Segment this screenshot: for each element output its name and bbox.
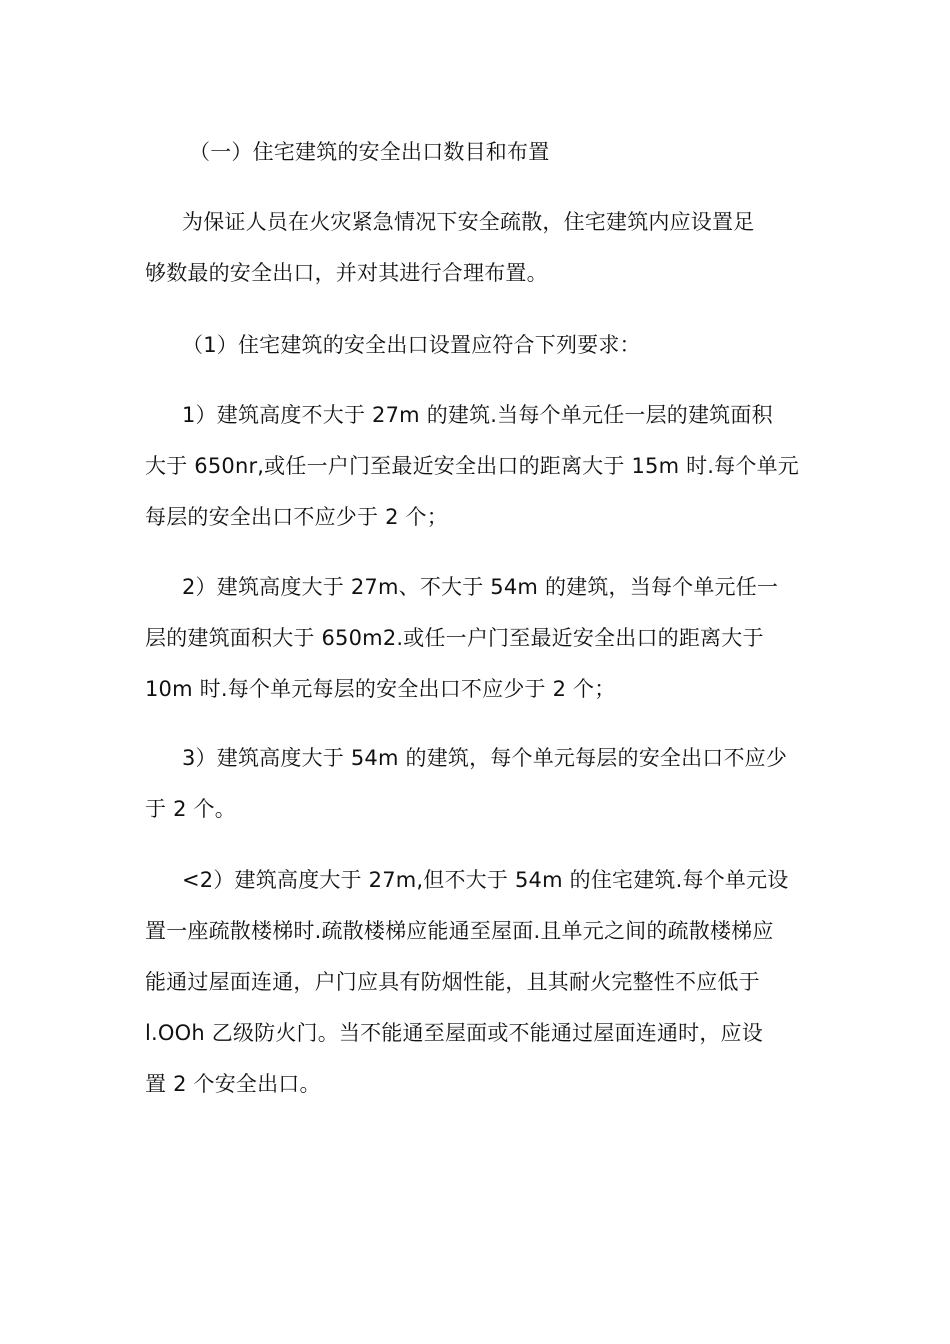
paragraph-staircase (145, 855, 810, 1110)
paragraph-line: （1）住宅建筑的安全出口设置应符合下列要求： (182, 333, 641, 357)
paragraph-line: 每层的安全出口不应少于 2 个； (145, 505, 448, 529)
paragraph-line: 置一座疏散楼梯时.疏散楼梯应能通至屋面.且单元之间的疏散楼梯应 (145, 919, 774, 943)
paragraph-line: 2）建筑高度大于 27m、不大于 54m 的建筑，当每个单元任一 (182, 575, 779, 599)
paragraph-item-3 (145, 733, 810, 835)
paragraph-intro (145, 197, 810, 299)
paragraph-line: 3）建筑高度大于 54m 的建筑，每个单元每层的安全出口不应少 (182, 746, 788, 770)
paragraph-line: 能通过屋面连通，户门应具有防烟性能，且其耐火完整性不应低于 (145, 970, 760, 994)
paragraph-item-1 (145, 390, 810, 543)
paragraph-line: 大于 650nr,或任一户门至最近安全出口的距离大于 15m 时.每个单元 (145, 454, 799, 478)
paragraph-line: 于 2 个。 (145, 797, 236, 821)
paragraph-line: 1）建筑高度不大于 27m 的建筑.当每个单元任一层的建筑面积 (182, 403, 773, 427)
paragraph-line: <2）建筑高度大于 27m,但不大于 54m 的住宅建筑.每个单元设 (182, 868, 789, 892)
paragraph-line: l.OOh 乙级防火门。当不能通至屋面或不能通过屋面连通时，应设 (145, 1021, 763, 1045)
paragraph-line: 层的建筑面积大于 650m2.或任一户门至最近安全出口的距离大于 (145, 626, 764, 650)
paragraph-item-2 (145, 562, 810, 715)
paragraph-line: 10m 时.每个单元每层的安全出口不应少于 2 个； (145, 677, 616, 701)
paragraph-line: 够数最的安全出口，并对其进行合理布置。 (145, 261, 548, 285)
paragraph-line: 为保证人员在火灾紧急情况下安全疏散，住宅建筑内应设置足 (182, 210, 755, 234)
paragraph-requirements-title (145, 320, 810, 371)
section-heading (145, 127, 810, 178)
heading-line: （一）住宅建筑的安全出口数目和布置 (189, 140, 550, 164)
paragraph-line: 置 2 个安全出口。 (145, 1072, 321, 1096)
